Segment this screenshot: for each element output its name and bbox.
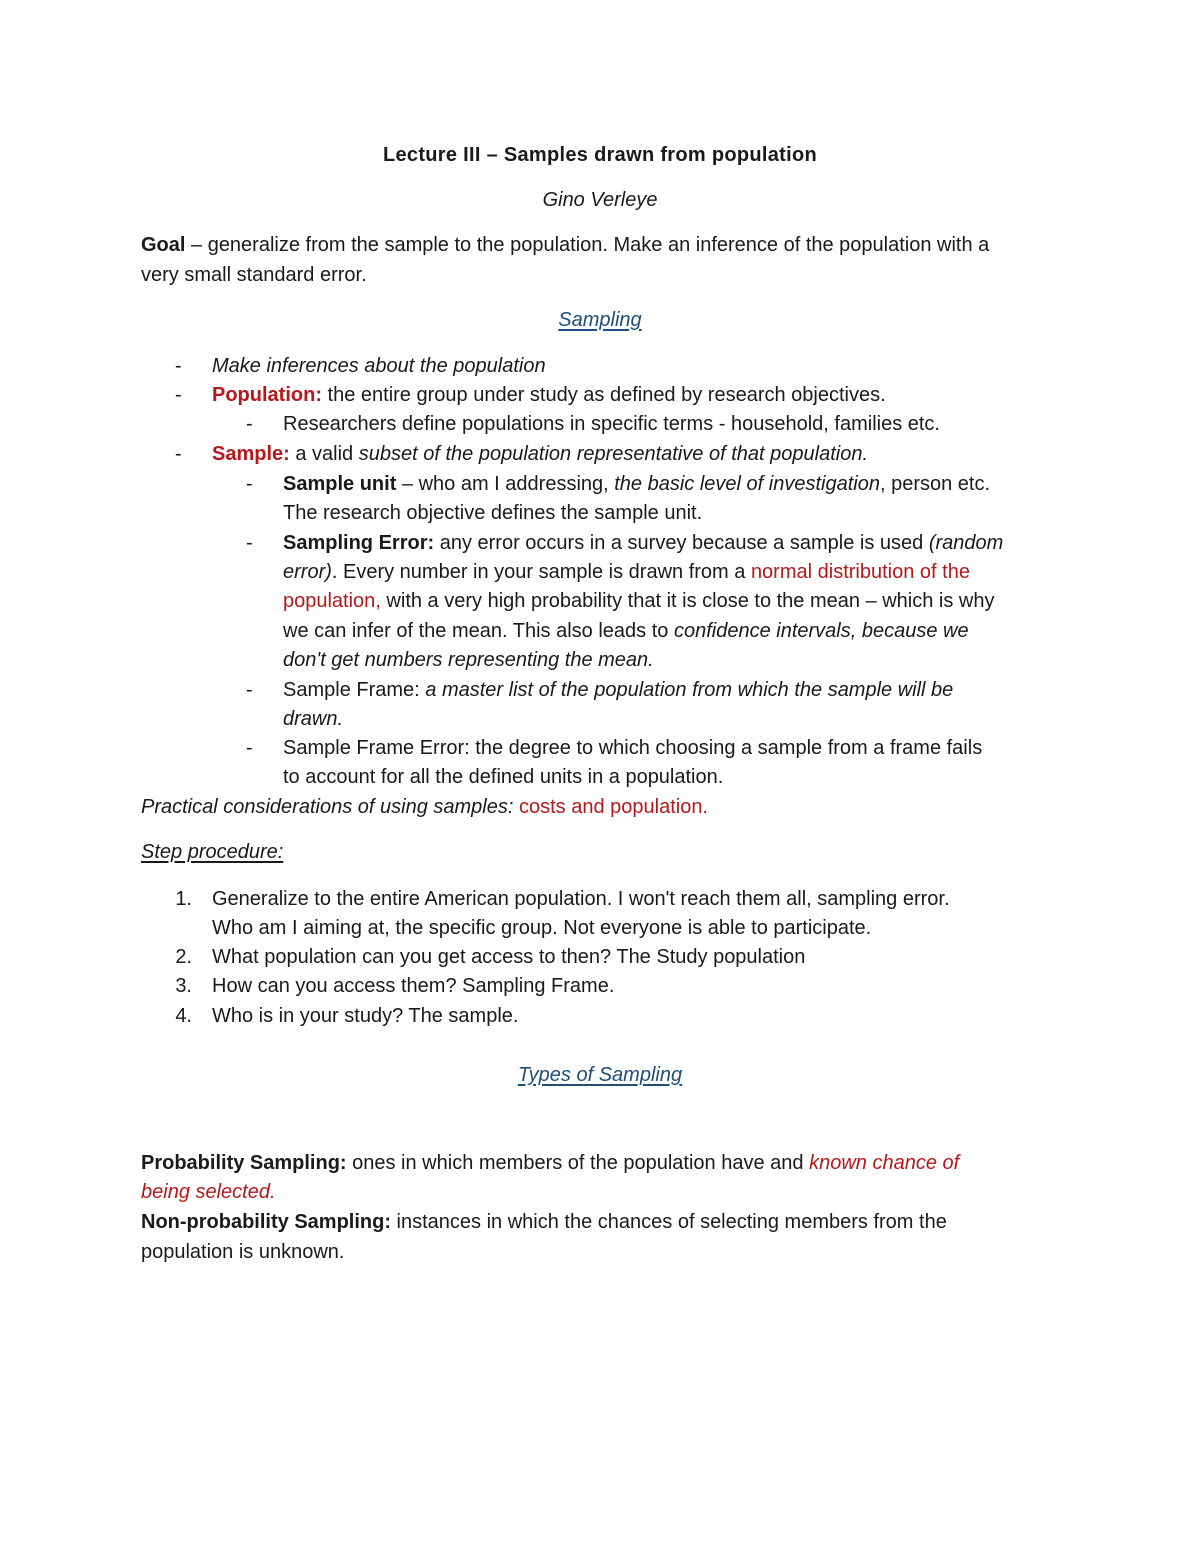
population-label: Population: xyxy=(212,384,322,406)
sample-unit-text-end: , person etc. xyxy=(879,473,991,495)
probability-text: ones in which members of the population have and xyxy=(346,1152,810,1174)
bullet-sample-unit xyxy=(283,470,990,500)
bullet-dash: - xyxy=(175,443,182,465)
bullet-sample-frame xyxy=(283,676,953,706)
sample-frame-error-line-2: to account for all the defined units in a population. xyxy=(283,766,724,788)
sampling-error-line-2 xyxy=(283,558,970,588)
sampling-heading-link[interactable]: Sampling xyxy=(558,309,642,331)
goal-line-2: very small standard error. xyxy=(141,264,367,286)
bullet-dash: - xyxy=(175,384,182,406)
step-item: Generalize to the entire American population. I won't reach them all, sampling error. xyxy=(212,888,950,910)
probability-label: Probability Sampling: xyxy=(141,1152,347,1174)
goal-label: Goal xyxy=(141,234,186,256)
bullet-dash: - xyxy=(246,679,253,701)
author-name: Gino Verleye xyxy=(542,189,658,211)
goal-line-1 xyxy=(141,231,989,261)
bullet-sampling-error xyxy=(283,529,1003,559)
sampling-error-italic-2: error) xyxy=(283,561,332,583)
bullet-make-inferences: Make inferences about the population xyxy=(212,355,546,377)
sampling-error-line-5: don't get numbers representing the mean. xyxy=(283,649,654,671)
bullet-dash: - xyxy=(175,355,182,377)
sample-unit-text: – who am I addressing, xyxy=(396,473,615,495)
sampling-error-red: normal distribution of the xyxy=(750,561,970,583)
sampling-error-text-2: . Every number in your sample is drawn from a xyxy=(331,561,751,583)
step-item: How can you access them? Sampling Frame. xyxy=(212,975,615,997)
sample-unit-italic: the basic level of investigation xyxy=(614,473,880,495)
sample-frame-italic: a master list of the population from which the sample will be xyxy=(425,679,954,701)
nonprobability-label: Non-probability Sampling: xyxy=(141,1211,391,1233)
step-item: What population can you get access to then? The Study population xyxy=(212,946,806,968)
probability-sampling xyxy=(141,1149,959,1179)
practical-considerations xyxy=(141,793,708,823)
types-heading-link[interactable]: Types of Sampling xyxy=(517,1064,683,1086)
nonprobability-sampling xyxy=(141,1208,947,1238)
bullet-dash: - xyxy=(246,532,253,554)
bullet-dash: - xyxy=(246,413,253,435)
probability-red: known chance of xyxy=(809,1152,960,1174)
sample-text-italic: subset of the population representative of that population. xyxy=(358,443,868,465)
sampling-error-italic: (random xyxy=(928,532,1004,554)
sampling-error-text-3: with a very high probability that it is close to the mean – which is why xyxy=(380,590,995,612)
step-number: 1. xyxy=(175,888,192,910)
types-heading[interactable] xyxy=(0,1061,1200,1091)
sample-text: a valid xyxy=(289,443,359,465)
page-title: Lecture III – Samples drawn from population xyxy=(382,144,818,166)
bullet-dash: - xyxy=(246,473,253,495)
sampling-error-text: any error occurs in a survey because a sample is used xyxy=(434,532,929,554)
population-text: the entire group under study as defined by research objectives. xyxy=(321,384,886,406)
sample-frame-label: Sample Frame: xyxy=(283,679,426,701)
sampling-error-label: Sampling Error: xyxy=(283,532,435,554)
step-procedure-heading: Step procedure: xyxy=(141,841,284,863)
practical-red: costs and population. xyxy=(518,796,708,818)
sampling-error-red-2: population, xyxy=(283,590,381,612)
step-item: Who is in your study? The sample. xyxy=(212,1005,519,1027)
bullet-population xyxy=(212,381,886,411)
goal-text: – generalize from the sample to the population. Make an inference of the population with a xyxy=(185,234,990,256)
sample-unit-label: Sample unit xyxy=(283,473,397,495)
sample-unit-line-2: The research objective defines the sample unit. xyxy=(283,502,703,524)
step-number: 3. xyxy=(175,975,192,997)
step-number: 4. xyxy=(175,1005,192,1027)
bullet-sample xyxy=(212,440,868,470)
sample-frame-line-2: drawn. xyxy=(283,708,344,730)
bullet-sample-frame-error: Sample Frame Error: the degree to which choosing a sample from a frame fails xyxy=(283,737,983,759)
sampling-error-line-3 xyxy=(283,587,995,617)
step-item-line-2: Who am I aiming at, the specific group. Not everyone is able to participate. xyxy=(212,917,872,939)
step-number: 2. xyxy=(175,946,192,968)
sampling-error-italic-4: confidence intervals, because we xyxy=(673,620,969,642)
practical-label: Practical considerations of using samples: xyxy=(141,796,519,818)
nonprobability-text: instances in which the chances of selecting members from the xyxy=(391,1211,947,1233)
sampling-error-line-4 xyxy=(283,617,969,647)
bullet-population-sub: Researchers define populations in specific terms - household, families etc. xyxy=(283,413,940,435)
probability-sampling-line-2: being selected. xyxy=(141,1181,276,1203)
nonprobability-sampling-line-2: population is unknown. xyxy=(141,1241,345,1263)
bullet-dash: - xyxy=(246,737,253,759)
sampling-error-text-4: we can infer of the mean. This also leads to xyxy=(283,620,674,642)
sample-label: Sample: xyxy=(212,443,290,465)
sampling-heading[interactable] xyxy=(0,306,1200,336)
